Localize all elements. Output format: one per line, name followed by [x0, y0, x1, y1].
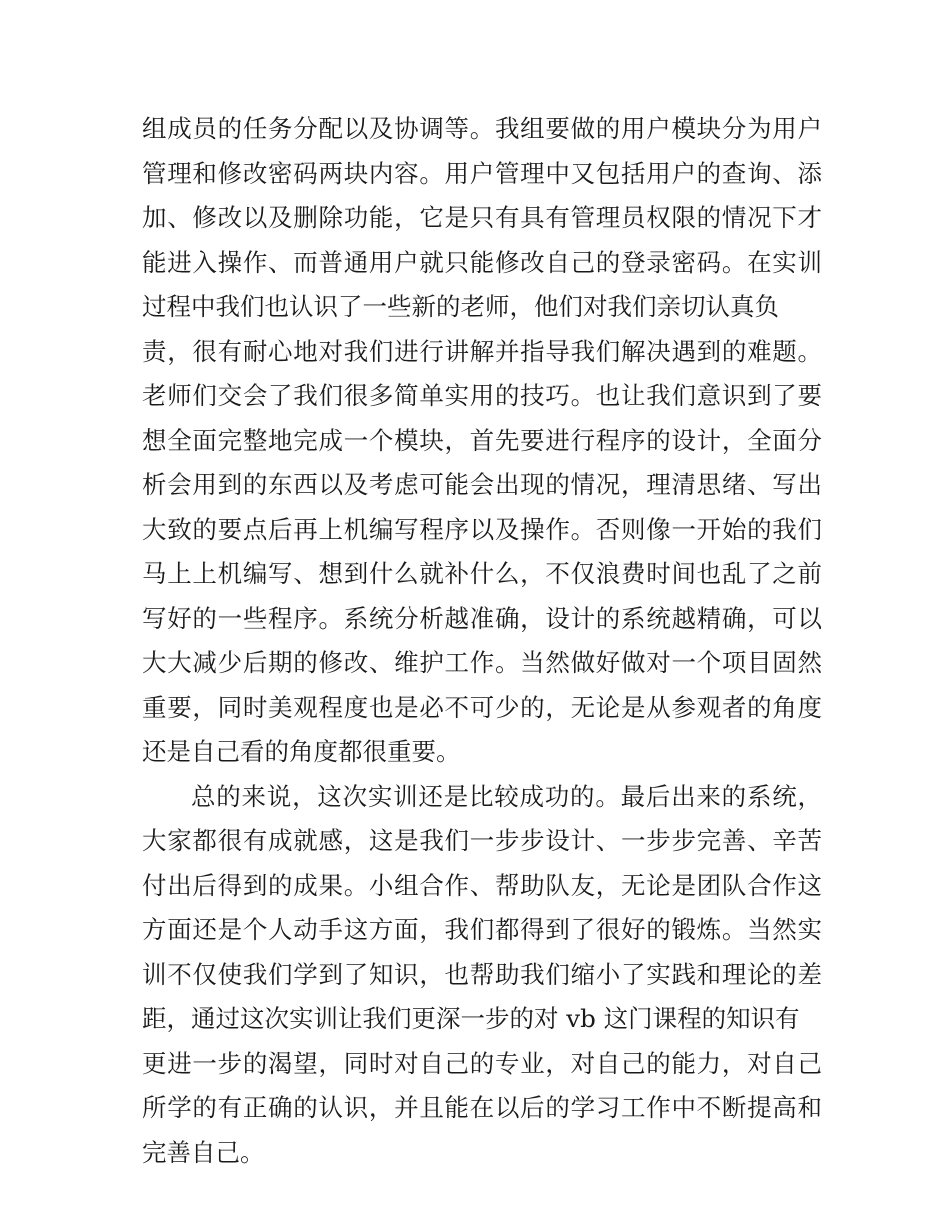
text-line: 大大减少后期的修改、维护工作。当然做好做对一个项目固然 — [142, 648, 822, 677]
text-line: 总的来说，这次实训还是比较成功的。最后出来的系统， — [191, 781, 822, 811]
body-text — [142, 107, 822, 1175]
text-line: 责，很有耐心地对我们进行讲解并指导我们解决遇到的难题。 — [142, 336, 822, 366]
text-line: 马上上机编写、想到什么就补什么，不仅浪费时间也乱了之前 — [142, 559, 822, 588]
text-line: 大家都很有成就感，这是我们一步步设计、一步步完善、辛苦 — [142, 826, 822, 855]
text-line: 距，通过这次实训让我们更深一步的对 vb 这门课程的知识有 — [142, 1004, 800, 1033]
text-line: 想全面完整地完成一个模块，首先要进行程序的设计，全面分 — [142, 425, 822, 455]
text-line: 组成员的任务分配以及协调等。我组要做的用户模块分为用户 — [142, 114, 822, 143]
text-line: 重要，同时美观程度也是必不可少的，无论是从参观者的角度 — [142, 692, 822, 722]
text-line: 还是自己看的角度都很重要。 — [142, 737, 461, 766]
text-line: 大致的要点后再上机编写程序以及操作。否则像一开始的我们 — [142, 514, 822, 544]
text-line: 过程中我们也认识了一些新的老师，他们对我们亲切认真负 — [142, 292, 779, 321]
text-line: 加、修改以及删除功能，它是只有具有管理员权限的情况下才 — [142, 203, 822, 232]
text-line: 训不仅使我们学到了知识，也帮助我们缩小了实践和理论的差 — [142, 959, 822, 989]
text-line: 能进入操作、而普通用户就只能修改自己的登录密码。在实训 — [142, 247, 822, 277]
text-line: 方面还是个人动手这方面，我们都得到了很好的锻炼。当然实 — [142, 915, 822, 944]
text-line: 更进一步的渴望，同时对自己的专业，对自己的能力，对自己 — [142, 1048, 822, 1078]
text-line: 完善自己。 — [142, 1137, 265, 1167]
text-line: 老师们交会了我们很多简单实用的技巧。也让我们意识到了要 — [142, 381, 822, 410]
paragraph-1 — [142, 107, 822, 775]
text-line: 析会用到的东西以及考虑可能会出现的情况，理清思绪、写出 — [142, 470, 822, 499]
text-line: 付出后得到的成果。小组合作、帮助队友，无论是团队合作这 — [142, 870, 822, 900]
text-line: 写好的一些程序。系统分析越准确，设计的系统越精确，可以 — [142, 603, 822, 633]
paragraph-2 — [142, 775, 822, 1176]
text-line: 管理和修改密码两块内容。用户管理中又包括用户的查询、添 — [142, 158, 822, 188]
text-line: 所学的有正确的认识，并且能在以后的学习工作中不断提高和 — [142, 1093, 822, 1122]
